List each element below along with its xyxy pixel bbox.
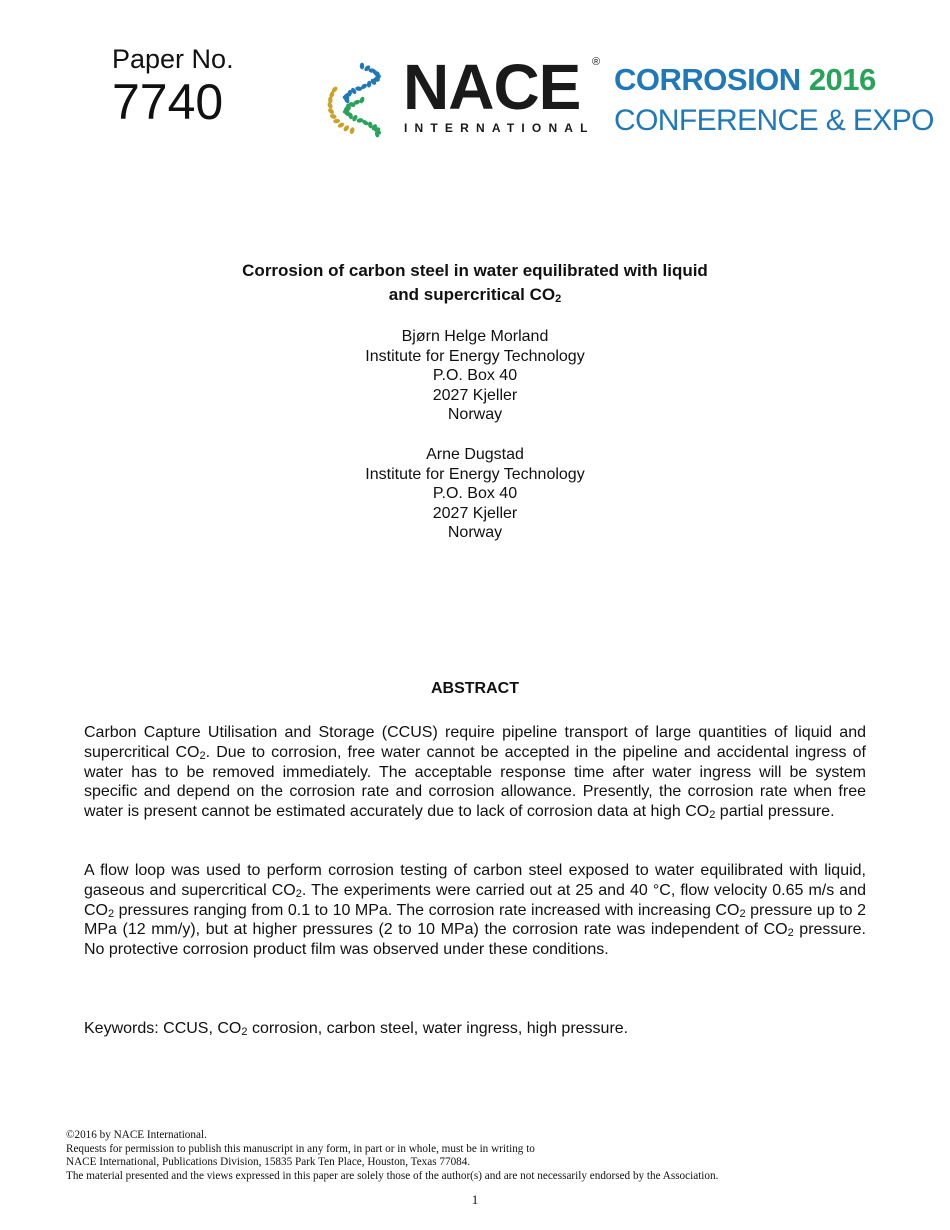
author-block-2 xyxy=(0,445,950,543)
footer-line: Requests for permission to publish this manuscript in any form, in part or in whole, must be in writing to xyxy=(66,1142,535,1155)
conference-year: 2016 xyxy=(808,62,876,97)
title-line-2: and supercritical $CO_2$ xyxy=(388,285,562,305)
footer-line: The material presented and the views expressed in this paper are solely those of the author(s) and are not necessarily endorsed by the Association. xyxy=(66,1169,719,1182)
copyright-footer xyxy=(66,1129,718,1183)
conference-title xyxy=(614,63,876,97)
conference-word: CORROSION xyxy=(614,62,801,97)
abstract-paragraph-1: Carbon Capture Utilisation and Storage (CCUS) require pipeline transport of large quantities of liquid and supercritical $CO_2$. Due to corrosion, free water cannot be accepted in the pipeline and accidental ingress of water has to be removed immediately. The acceptable response time after water ingress will be system specific and depend on the corrosion rate and corrosion allowance. Presently, the corrosion rate when free water is present cannot be estimated accurately due to lack of corrosion data at high $CO_2$ partial pressure. xyxy=(84,724,866,822)
author-affiliation: Institute for Energy Technology xyxy=(365,347,585,365)
author-name: Bjørn Helge Morland xyxy=(401,328,549,345)
keywords: Keywords: CCUS, $CO_2$ corrosion, carbon steel, water ingress, high pressure. xyxy=(84,1020,629,1038)
logo-dot xyxy=(333,119,340,124)
registered-mark: ® xyxy=(592,56,601,68)
author-name: Arne Dugstad xyxy=(426,446,524,463)
author-country: Norway xyxy=(447,406,503,424)
nace-international-text: INTERNATIONAL xyxy=(404,121,595,135)
author-address: P.O. Box 40 xyxy=(432,485,518,503)
footer-line: ©2016 by NACE International. xyxy=(66,1129,207,1141)
abstract-paragraph-2: A flow loop was used to perform corrosion testing of carbon steel exposed to water equilibrated with liquid, gaseous and supercritical $CO_2$. The experiments were carried out at 25 and 40 °C, flow velocity 0.65 m/s and $CO_2$ pressures ranging from 0.1 to 10 MPa. The corrosion rate increased with increasing $CO_2$ pressure up to 2 MPa (12 mm/y), but at higher pressures (2 to 10 MPa) the corrosion rate was independent of $CO_2$ pressure. No protective corrosion product film was observed under these conditions. xyxy=(84,862,867,959)
paper-title xyxy=(0,259,950,307)
footer-line: NACE International, Publications Division, 15835 Park Ten Place, Houston, Texas 77084. xyxy=(66,1156,471,1169)
author-affiliation: Institute for Energy Technology xyxy=(365,465,585,483)
title-line-1: Corrosion of carbon steel in water equilibrated with liquid xyxy=(242,261,708,280)
paper-label: Paper No. xyxy=(112,44,234,74)
logo-dot xyxy=(360,63,364,70)
author-block-1 xyxy=(0,327,950,425)
logo-dot xyxy=(329,113,337,119)
conference-subtitle: CONFERENCE & EXPO xyxy=(614,104,934,137)
author-address: 2027 Kjeller xyxy=(432,386,518,404)
logo-dot xyxy=(349,127,355,135)
author-address: 2027 Kjeller xyxy=(432,504,518,522)
page-number: 1 xyxy=(471,1192,479,1207)
paper-number-block xyxy=(112,44,234,128)
nace-leaf-logo-icon xyxy=(322,60,402,140)
author-address: P.O. Box 40 xyxy=(432,367,518,385)
author-country: Norway xyxy=(447,524,503,542)
paper-number: 7740 xyxy=(112,74,224,130)
nace-wordmark: NACE xyxy=(403,51,581,123)
abstract-heading: ABSTRACT xyxy=(431,680,519,697)
logo-dot xyxy=(359,96,366,104)
